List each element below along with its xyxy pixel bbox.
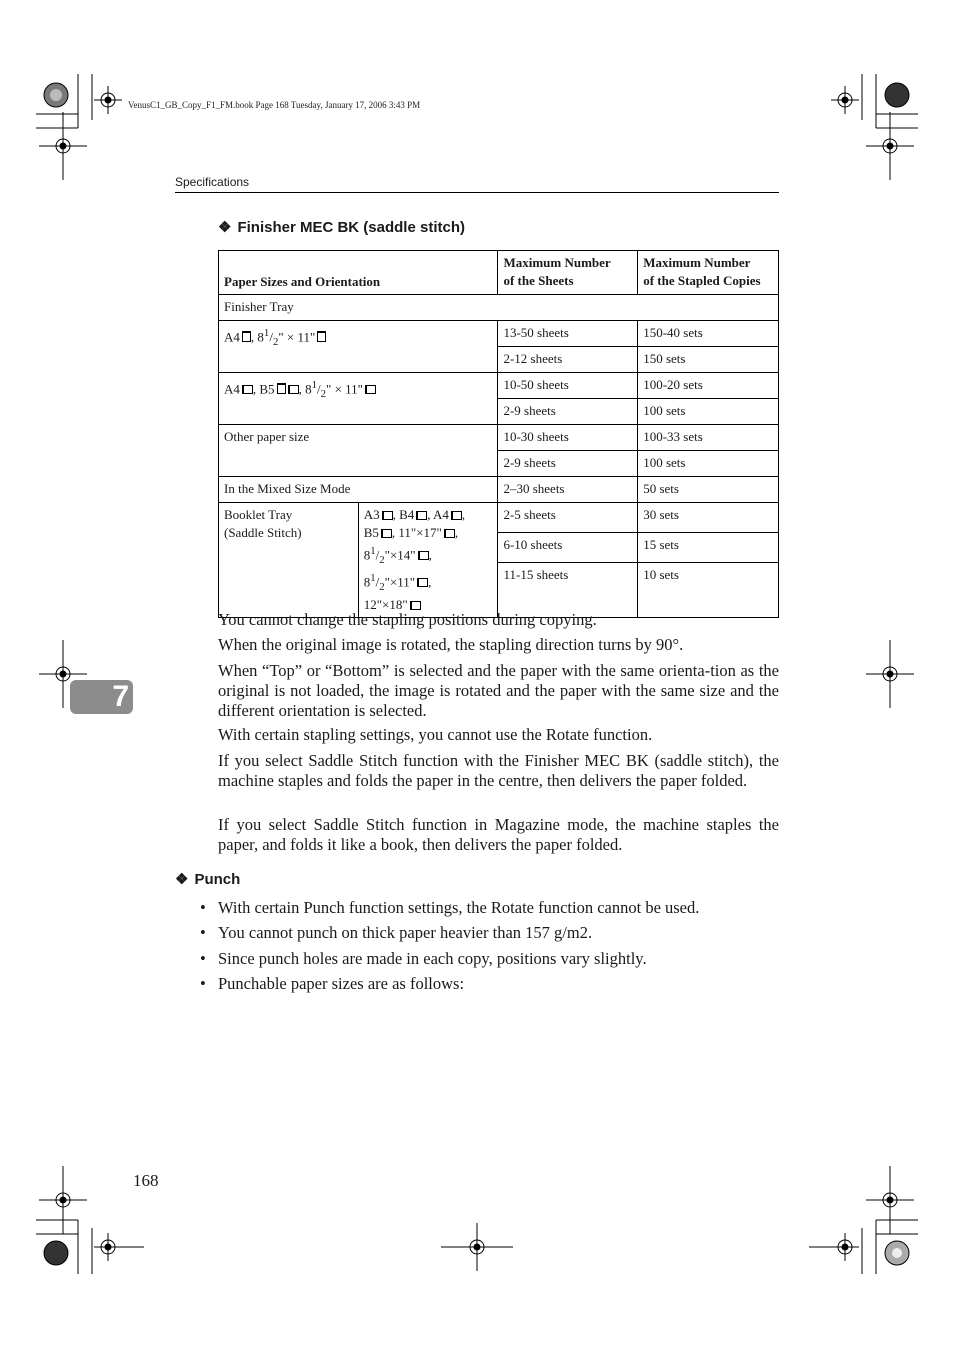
list-item: • Punchable paper sizes are as follows: bbox=[200, 974, 465, 994]
header-max-sheets: Maximum Number of the Sheets bbox=[498, 251, 638, 295]
table-cell: 150 sets bbox=[638, 347, 779, 373]
header-paper-sizes: Paper Sizes and Orientation bbox=[219, 251, 498, 295]
note-paragraph: When the original image is rotated, the stapling direction turns by 90°. bbox=[218, 635, 684, 654]
landscape-orientation-icon bbox=[242, 385, 253, 394]
running-head: Specifications bbox=[175, 175, 250, 189]
mixed-size-label: In the Mixed Size Mode bbox=[219, 477, 498, 503]
table-cell: 30 sets bbox=[638, 503, 779, 533]
table-cell: 2-5 sheets bbox=[498, 503, 638, 533]
table-cell: 2-9 sheets bbox=[498, 399, 638, 425]
table-cell: 11-15 sheets bbox=[498, 563, 638, 618]
note-paragraph: If you select Saddle Stitch function with the Finisher MEC BK (saddle stitch), the machine staples and folds the paper in the centre, then delivers the paper folded. bbox=[218, 751, 779, 790]
table-cell: 100 sets bbox=[638, 399, 779, 425]
list-item: • You cannot punch on thick paper heavier than 157 g/m2. bbox=[200, 923, 593, 943]
booklet-tray-label: Booklet Tray (Saddle Stitch) bbox=[219, 503, 359, 618]
note-paragraph: With certain stapling settings, you cannot use the Rotate function. bbox=[218, 725, 653, 744]
landscape-orientation-icon bbox=[365, 385, 376, 394]
booklet-sizes: A3 , B4 , A4 , B5 , 11"×17" , $8^1/_2"\times 14$" , $8^1/_2"\times 11$" , 12"×18" bbox=[358, 503, 498, 618]
finisher-section-heading bbox=[218, 218, 465, 236]
page-number: 168 bbox=[133, 1171, 159, 1190]
list-item: • Since punch holes are made in each copy, positions vary slightly. bbox=[200, 948, 647, 968]
other-paper-label: Other paper size bbox=[219, 425, 498, 477]
table-header-row bbox=[219, 251, 779, 295]
punch-notes-list bbox=[200, 895, 790, 997]
table-row bbox=[219, 321, 779, 347]
a4-landscape-label: A4 , B5 , $8^1/_2$" × 11" bbox=[219, 373, 498, 425]
staple-capacity-table bbox=[218, 250, 779, 618]
punch-section-title: Punch bbox=[194, 871, 241, 888]
finisher-section-title: Finisher MEC BK (saddle stitch) bbox=[237, 219, 465, 236]
chapter-tab: 7 bbox=[70, 680, 133, 714]
list-item: • With certain Punch function settings, the Rotate function cannot be used. bbox=[200, 897, 700, 917]
table-cell: 10-50 sheets bbox=[498, 373, 638, 399]
table-cell: 100-20 sets bbox=[638, 373, 779, 399]
table-cell: 2–30 sheets bbox=[498, 477, 638, 503]
file-header: VenusC1_GB_Copy_F1_FM.book Page 168 Tuesday, January 17, 2006 3:43 PM bbox=[128, 100, 421, 110]
a4-portrait-label: A4 , $8^1/_2$" × 11" bbox=[219, 321, 498, 373]
diamond-bullet-icon: ❖ bbox=[175, 871, 189, 888]
table-cell: 150-40 sets bbox=[638, 321, 779, 347]
note-paragraph: When “Top” or “Bottom” is selected and the paper with the same orienta-tion as the original is not loaded, the image is rotated and the paper with the same size and the different orientation is selected. bbox=[218, 661, 779, 720]
diamond-bullet-icon: ❖ bbox=[218, 219, 232, 236]
table-cell: 10-30 sheets bbox=[498, 425, 638, 451]
portrait-orientation-icon bbox=[317, 331, 326, 342]
table-cell: 15 sets bbox=[638, 533, 779, 563]
header-max-copies: Maximum Number of the Stapled Copies bbox=[638, 251, 779, 295]
note-paragraph: If you select Saddle Stitch function in Magazine mode, the machine staples the paper, and folds it like a book, then delivers the paper folded. bbox=[218, 815, 779, 854]
table-cell: 100-33 sets bbox=[638, 425, 779, 451]
finisher-tray-label: Finisher Tray bbox=[219, 295, 779, 321]
table-row bbox=[219, 425, 779, 451]
table-cell: 100 sets bbox=[638, 451, 779, 477]
table-cell: 2-9 sheets bbox=[498, 451, 638, 477]
table-row bbox=[219, 295, 779, 321]
portrait-orientation-icon bbox=[277, 383, 286, 394]
table-cell: 50 sets bbox=[638, 477, 779, 503]
table-cell: 6-10 sheets bbox=[498, 533, 638, 563]
table-row bbox=[219, 503, 779, 533]
table-cell: 13-50 sheets bbox=[498, 321, 638, 347]
punch-section-heading bbox=[175, 870, 240, 888]
header-rule bbox=[175, 192, 779, 193]
landscape-orientation-icon bbox=[288, 385, 299, 394]
table-cell: 2-12 sheets bbox=[498, 347, 638, 373]
table-row bbox=[219, 373, 779, 399]
table-cell: 10 sets bbox=[638, 563, 779, 618]
note-paragraph: You cannot change the stapling positions during copying. bbox=[218, 610, 597, 629]
table-row bbox=[219, 477, 779, 503]
portrait-orientation-icon bbox=[242, 331, 251, 342]
